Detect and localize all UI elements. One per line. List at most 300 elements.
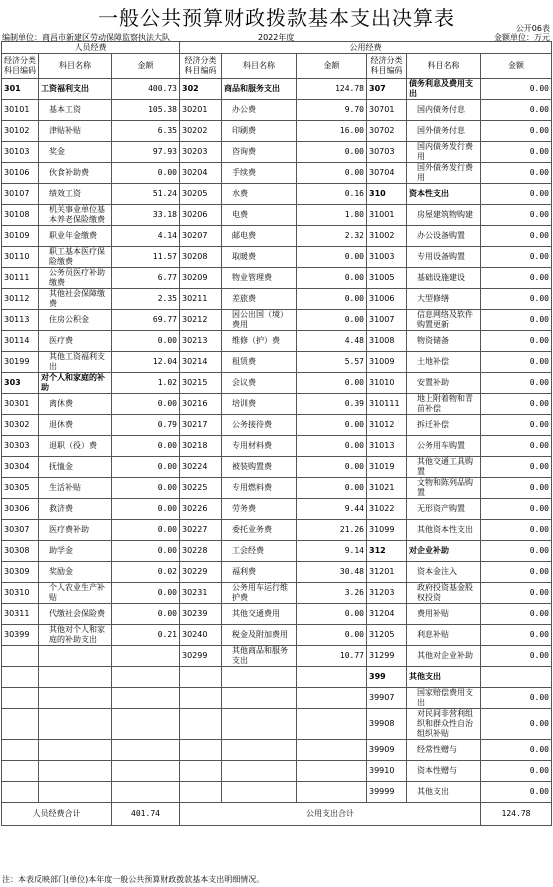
cell-amount: 0.00 [481, 352, 552, 373]
cell-item-name: 水费 [222, 184, 297, 205]
cell-code: 31005 [367, 268, 407, 289]
cell-amount: 0.00 [481, 247, 552, 268]
cell-item-name: 国家赔偿费用支出 [407, 688, 481, 709]
cell-item-name: 职工基本医疗保险缴费 [39, 247, 112, 268]
cell-amount: 0.00 [297, 373, 367, 394]
cell-item-name: 对民间非营利组织和群众性自治组织补贴 [407, 709, 481, 740]
cell-code: 31205 [367, 625, 407, 646]
cell-code: 30304 [2, 457, 39, 478]
cell-amount: 0.00 [481, 100, 552, 121]
cell-amount: 0.00 [297, 163, 367, 184]
table-row [2, 667, 552, 688]
cell-item-name: 安置补助 [407, 373, 481, 394]
table-row [2, 520, 552, 541]
cell-amount: 10.77 [297, 646, 367, 667]
cell-amount: 400.73 [112, 79, 180, 100]
cell-item-name: 其他支出 [407, 782, 481, 803]
cell-amount [481, 667, 552, 688]
cell-item-name: 代缴社会保险费 [39, 604, 112, 625]
cell-code: 30203 [180, 142, 222, 163]
cell-amount: 1.02 [112, 373, 180, 394]
cell-code: 31007 [367, 310, 407, 331]
table-row [2, 457, 552, 478]
table-row [2, 247, 552, 268]
cell-code: 30308 [2, 541, 39, 562]
cell-code: 30108 [2, 205, 39, 226]
cell-amount: 0.00 [481, 562, 552, 583]
year-label: 2022年度 [258, 33, 295, 42]
cell-code [180, 709, 222, 740]
cell-item-name: 咨询费 [222, 142, 297, 163]
cell-item-name [39, 688, 112, 709]
cell-item-name: 费用补贴 [407, 604, 481, 625]
cell-item-name: 个人农业生产补贴 [39, 583, 112, 604]
cell-amount: 9.70 [297, 100, 367, 121]
table-row [2, 562, 552, 583]
table-row [2, 782, 552, 803]
cell-amount: 0.00 [481, 268, 552, 289]
cell-item-name: 租赁费 [222, 352, 297, 373]
cell-amount: 0.00 [481, 163, 552, 184]
cell-item-name: 住房公积金 [39, 310, 112, 331]
cell-item-name [39, 709, 112, 740]
cell-item-name: 地上附着物和青苗补偿 [407, 394, 481, 415]
cell-amount: 0.00 [297, 415, 367, 436]
header-code: 经济分类科目编码 [180, 54, 222, 79]
cell-code: 31002 [367, 226, 407, 247]
cell-code: 30101 [2, 100, 39, 121]
page-title: 一般公共预算财政拨款基本支出决算表 [98, 6, 455, 30]
header-name: 科目名称 [407, 54, 481, 79]
cell-code: 31010 [367, 373, 407, 394]
cell-amount: 0.00 [481, 436, 552, 457]
cell-amount [297, 709, 367, 740]
cell-code: 31003 [367, 247, 407, 268]
cell-amount: 0.00 [112, 520, 180, 541]
cell-code: 30701 [367, 100, 407, 121]
cell-amount: 0.00 [481, 761, 552, 782]
cell-item-name: 债务利息及费用支出 [407, 79, 481, 100]
header-amount: 金额 [112, 54, 180, 79]
cell-code [2, 740, 39, 761]
cell-amount: 6.35 [112, 121, 180, 142]
cell-code: 31013 [367, 436, 407, 457]
cell-item-name: 工资福利支出 [39, 79, 112, 100]
cell-item-name: 土地补偿 [407, 352, 481, 373]
header-amount: 金额 [297, 54, 367, 79]
cell-amount: 0.16 [297, 184, 367, 205]
cell-item-name: 救济费 [39, 499, 112, 520]
cell-item-name: 医疗费补助 [39, 520, 112, 541]
cell-code: 30216 [180, 394, 222, 415]
cell-amount [112, 782, 180, 803]
cell-item-name [222, 761, 297, 782]
cell-item-name: 公务用车运行维护费 [222, 583, 297, 604]
cell-item-name [39, 761, 112, 782]
header-amount: 金额 [481, 54, 552, 79]
cell-code: 30310 [2, 583, 39, 604]
cell-item-name: 抚恤金 [39, 457, 112, 478]
cell-code: 30240 [180, 625, 222, 646]
table-row [2, 268, 552, 289]
cell-item-name: 取暖费 [222, 247, 297, 268]
cell-code: 310111 [367, 394, 407, 415]
cell-amount [297, 782, 367, 803]
cell-item-name: 文物和陈列品购置 [407, 478, 481, 499]
cell-item-name: 培训费 [222, 394, 297, 415]
cell-code: 30225 [180, 478, 222, 499]
cell-item-name: 电费 [222, 205, 297, 226]
cell-code: 30211 [180, 289, 222, 310]
cell-item-name: 津贴补贴 [39, 121, 112, 142]
cell-code: 307 [367, 79, 407, 100]
cell-amount: 0.00 [481, 541, 552, 562]
cell-code: 399 [367, 667, 407, 688]
cell-code: 30311 [2, 604, 39, 625]
cell-code: 31299 [367, 646, 407, 667]
cell-item-name [222, 782, 297, 803]
table-row [2, 310, 552, 331]
group-public: 公用经费 [180, 42, 552, 54]
cell-item-name: 对企业补助 [407, 541, 481, 562]
cell-amount: 4.14 [112, 226, 180, 247]
cell-code: 30106 [2, 163, 39, 184]
cell-item-name: 工会经费 [222, 541, 297, 562]
cell-code: 31021 [367, 478, 407, 499]
cell-item-name: 办公设备购置 [407, 226, 481, 247]
table-row [2, 499, 552, 520]
cell-amount: 69.77 [112, 310, 180, 331]
cell-code: 30231 [180, 583, 222, 604]
cell-item-name: 退休费 [39, 415, 112, 436]
cell-amount: 0.00 [481, 289, 552, 310]
cell-item-name [222, 688, 297, 709]
cell-item-name: 手续费 [222, 163, 297, 184]
cell-amount: 0.00 [112, 541, 180, 562]
cell-amount: 9.44 [297, 499, 367, 520]
cell-amount: 0.00 [481, 142, 552, 163]
cell-amount: 0.00 [481, 79, 552, 100]
cell-amount: 0.00 [297, 436, 367, 457]
cell-code: 30702 [367, 121, 407, 142]
cell-code: 31008 [367, 331, 407, 352]
cell-amount: 0.00 [481, 457, 552, 478]
cell-code: 39908 [367, 709, 407, 740]
table-row [2, 79, 552, 100]
cell-amount: 3.26 [297, 583, 367, 604]
cell-item-name: 物资储备 [407, 331, 481, 352]
cell-item-name: 离休费 [39, 394, 112, 415]
cell-code: 30202 [180, 121, 222, 142]
table-row [2, 583, 552, 604]
cell-code: 30228 [180, 541, 222, 562]
cell-amount: 0.00 [481, 205, 552, 226]
cell-item-name: 对个人和家庭的补助 [39, 373, 112, 394]
cell-code: 30110 [2, 247, 39, 268]
cell-item-name: 公务员医疗补助缴费 [39, 268, 112, 289]
cell-code: 30199 [2, 352, 39, 373]
cell-code: 30111 [2, 268, 39, 289]
header-code: 经济分类科目编码 [367, 54, 407, 79]
table-row [2, 100, 552, 121]
table-row [2, 541, 552, 562]
footnote: 注：本表反映部门(单位)本年度一般公共预算财政拨款基本支出明细情况。 [2, 875, 265, 884]
cell-item-name: 经常性赠与 [407, 740, 481, 761]
cell-item-name: 物业管理费 [222, 268, 297, 289]
cell-amount: 0.00 [112, 499, 180, 520]
cell-item-name: 医疗费 [39, 331, 112, 352]
cell-code [2, 688, 39, 709]
cell-code [180, 740, 222, 761]
cell-amount: 9.14 [297, 541, 367, 562]
cell-item-name: 其他工资福利支出 [39, 352, 112, 373]
table-row [2, 226, 552, 247]
cell-code: 30218 [180, 436, 222, 457]
cell-item-name: 其他支出 [407, 667, 481, 688]
cell-item-name: 资本性支出 [407, 184, 481, 205]
cell-item-name: 利息补贴 [407, 625, 481, 646]
header-name: 科目名称 [222, 54, 297, 79]
cell-code: 31019 [367, 457, 407, 478]
cell-item-name: 绩效工资 [39, 184, 112, 205]
cell-amount: 124.78 [297, 79, 367, 100]
cell-amount: 0.00 [297, 142, 367, 163]
cell-item-name: 其他对企业补助 [407, 646, 481, 667]
cell-code [2, 646, 39, 667]
cell-amount: 0.00 [481, 478, 552, 499]
cell-amount: 0.00 [297, 457, 367, 478]
cell-amount: 0.00 [112, 583, 180, 604]
cell-code: 30299 [180, 646, 222, 667]
table-row [2, 604, 552, 625]
cell-code: 30305 [2, 478, 39, 499]
cell-code [2, 667, 39, 688]
public-total-label: 公用支出合计 [180, 803, 481, 826]
cell-amount: 51.24 [112, 184, 180, 205]
cell-code: 310 [367, 184, 407, 205]
cell-code [180, 688, 222, 709]
cell-item-name: 其他商品和服务支出 [222, 646, 297, 667]
cell-item-name [39, 667, 112, 688]
cell-code: 30109 [2, 226, 39, 247]
amount-unit: 金额单位：万元 [494, 33, 550, 42]
cell-code [2, 761, 39, 782]
cell-code: 30102 [2, 121, 39, 142]
cell-item-name: 其他交通工具购置 [407, 457, 481, 478]
cell-item-name [39, 646, 112, 667]
cell-amount: 0.00 [297, 247, 367, 268]
cell-code [180, 667, 222, 688]
cell-item-name: 专用燃料费 [222, 478, 297, 499]
cell-amount: 0.00 [297, 310, 367, 331]
cell-amount: 0.00 [481, 520, 552, 541]
cell-amount: 105.38 [112, 100, 180, 121]
cell-item-name: 国内债务发行费用 [407, 142, 481, 163]
cell-amount: 0.00 [481, 782, 552, 803]
cell-code: 30703 [367, 142, 407, 163]
personnel-total-value: 401.74 [112, 803, 180, 826]
cell-amount: 0.00 [297, 625, 367, 646]
cell-code: 30302 [2, 415, 39, 436]
cell-amount: 16.00 [297, 121, 367, 142]
cell-item-name: 政府投资基金股权投资 [407, 583, 481, 604]
cell-amount: 0.00 [481, 331, 552, 352]
cell-code: 30204 [180, 163, 222, 184]
cell-amount: 0.00 [112, 604, 180, 625]
cell-amount: 0.00 [481, 499, 552, 520]
table-row [2, 740, 552, 761]
cell-amount: 0.00 [481, 226, 552, 247]
cell-amount: 0.00 [297, 289, 367, 310]
cell-code: 30301 [2, 394, 39, 415]
cell-code: 30239 [180, 604, 222, 625]
cell-item-name: 公务接待费 [222, 415, 297, 436]
cell-amount [112, 688, 180, 709]
cell-item-name: 商品和服务支出 [222, 79, 297, 100]
cell-code: 31201 [367, 562, 407, 583]
cell-amount [112, 761, 180, 782]
cell-item-name: 因公出国（境）费用 [222, 310, 297, 331]
cell-amount: 0.00 [112, 331, 180, 352]
cell-item-name: 差旅费 [222, 289, 297, 310]
cell-item-name [222, 709, 297, 740]
table-row [2, 625, 552, 646]
cell-amount: 0.00 [481, 373, 552, 394]
cell-amount: 0.21 [112, 625, 180, 646]
cell-item-name: 大型修缮 [407, 289, 481, 310]
cell-item-name: 其他社会保障缴费 [39, 289, 112, 310]
cell-item-name: 税金及附加费用 [222, 625, 297, 646]
cell-amount: 0.00 [481, 394, 552, 415]
cell-item-name: 办公费 [222, 100, 297, 121]
table-row [2, 394, 552, 415]
cell-amount [297, 761, 367, 782]
table-row [2, 688, 552, 709]
cell-code: 39910 [367, 761, 407, 782]
cell-code: 31022 [367, 499, 407, 520]
table-row [2, 478, 552, 499]
cell-code: 30114 [2, 331, 39, 352]
cell-amount: 0.00 [481, 709, 552, 740]
table-row [2, 373, 552, 394]
header-name: 科目名称 [39, 54, 112, 79]
cell-item-name: 其他对个人和家庭的补助支出 [39, 625, 112, 646]
cell-item-name: 基本工资 [39, 100, 112, 121]
cell-amount [297, 688, 367, 709]
cell-code: 30113 [2, 310, 39, 331]
cell-amount: 0.00 [481, 740, 552, 761]
cell-item-name: 被装购置费 [222, 457, 297, 478]
cell-item-name: 专用材料费 [222, 436, 297, 457]
cell-amount: 33.18 [112, 205, 180, 226]
cell-item-name: 拆迁补偿 [407, 415, 481, 436]
table-row [2, 761, 552, 782]
cell-code: 31099 [367, 520, 407, 541]
table-row [2, 142, 552, 163]
cell-item-name: 福利费 [222, 562, 297, 583]
cell-amount: 0.00 [112, 394, 180, 415]
cell-code: 31012 [367, 415, 407, 436]
cell-amount: 21.26 [297, 520, 367, 541]
cell-code: 31009 [367, 352, 407, 373]
header-code: 经济分类科目编码 [2, 54, 39, 79]
cell-code: 30209 [180, 268, 222, 289]
table-row [2, 436, 552, 457]
cell-code: 39909 [367, 740, 407, 761]
cell-code: 30217 [180, 415, 222, 436]
cell-item-name: 基础设施建设 [407, 268, 481, 289]
cell-code: 30309 [2, 562, 39, 583]
cell-code: 30201 [180, 100, 222, 121]
cell-amount [297, 740, 367, 761]
cell-amount: 0.00 [112, 457, 180, 478]
cell-amount [297, 667, 367, 688]
cell-code [2, 782, 39, 803]
cell-code: 30306 [2, 499, 39, 520]
cell-amount: 0.02 [112, 562, 180, 583]
public-total-value: 124.78 [481, 803, 552, 826]
cell-code: 39999 [367, 782, 407, 803]
cell-item-name: 房屋建筑物购建 [407, 205, 481, 226]
cell-code: 312 [367, 541, 407, 562]
cell-code: 30206 [180, 205, 222, 226]
cell-code: 30215 [180, 373, 222, 394]
cell-amount: 11.57 [112, 247, 180, 268]
cell-code: 30224 [180, 457, 222, 478]
table-row [2, 415, 552, 436]
cell-item-name: 国外债务发行费用 [407, 163, 481, 184]
cell-amount: 0.00 [481, 688, 552, 709]
cell-amount: 0.00 [297, 478, 367, 499]
cell-item-name: 助学金 [39, 541, 112, 562]
cell-amount: 0.00 [481, 604, 552, 625]
cell-code: 301 [2, 79, 39, 100]
cell-item-name: 维修（护）费 [222, 331, 297, 352]
cell-code: 31001 [367, 205, 407, 226]
cell-item-name: 奖励金 [39, 562, 112, 583]
header-row [2, 54, 552, 79]
cell-code: 30213 [180, 331, 222, 352]
table-row [2, 184, 552, 205]
cell-amount: 4.48 [297, 331, 367, 352]
unit-label: 编制单位：商昌市新建区劳动保障监察执法大队 [2, 33, 170, 42]
cell-item-name: 伙食补助费 [39, 163, 112, 184]
cell-code: 30399 [2, 625, 39, 646]
table-row [2, 646, 552, 667]
cell-code [180, 761, 222, 782]
cell-item-name: 信息网络及软件购置更新 [407, 310, 481, 331]
group-personnel: 人员经费 [2, 42, 180, 54]
cell-amount: 0.00 [481, 625, 552, 646]
cell-item-name: 其他资本性支出 [407, 520, 481, 541]
cell-amount: 0.00 [481, 646, 552, 667]
cell-code: 30229 [180, 562, 222, 583]
cell-amount: 0.00 [112, 478, 180, 499]
cell-amount: 0.00 [112, 163, 180, 184]
cell-code: 30212 [180, 310, 222, 331]
cell-item-name [222, 667, 297, 688]
cell-amount: 0.00 [481, 184, 552, 205]
cell-code: 30208 [180, 247, 222, 268]
table-row [2, 331, 552, 352]
cell-code: 30214 [180, 352, 222, 373]
cell-code: 303 [2, 373, 39, 394]
cell-item-name: 国内债务付息 [407, 100, 481, 121]
cell-amount: 0.79 [112, 415, 180, 436]
cell-item-name: 会议费 [222, 373, 297, 394]
cell-amount: 30.48 [297, 562, 367, 583]
cell-code: 30112 [2, 289, 39, 310]
